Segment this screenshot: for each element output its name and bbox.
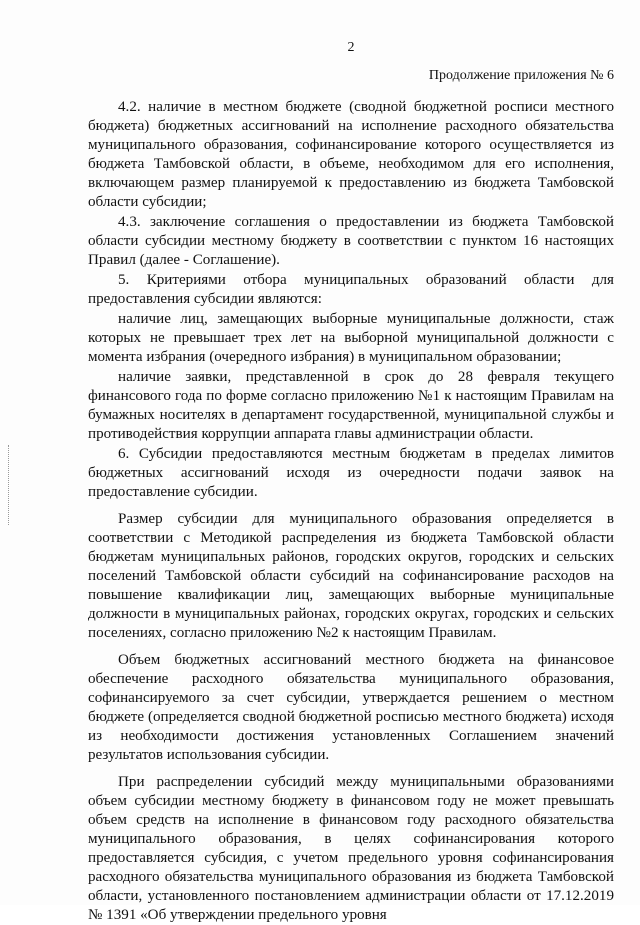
paragraph-subsidy-size: Размер субсидии для муниципального образования определяется в соответствии с Методикой распределения из бюджета Тамбовской области бюджетам муниципальных районов, городских округов, городских и сельских поселений Тамбовской области субсидий на софинансирование расходов на повышение квалификации лиц, замещающих выборные муниципальные должности в муниципальных районах, городских округах, городских и сельских поселениях, согласно приложению №2 к настоящим Правилам. xyxy=(88,511,614,641)
paragraph-4-3: 4.3. заключение соглашения о предоставлении из бюджета Тамбовской области субсидии местному бюджету в соответствии с пунктом 16 настоящих Правил (далее - Соглашение). xyxy=(88,214,614,268)
continuation-header: Продолжение приложения № 6 xyxy=(428,68,614,83)
document-body xyxy=(88,98,614,925)
paragraph-criterion-2: наличие заявки, представленной в срок до 28 февраля текущего финансового года по форме согласно приложению №1 к настоящим Правилам на бумажных носителях в департамент государственной, муниципальной службы и противодействия коррупции аппарата главы администрации области. xyxy=(88,369,614,442)
paragraph-criterion-1: наличие лиц, замещающих выборные муниципальные должности, стаж которых не превышает трех лет на выборной муниципальной должности с момента избрания (очередного избрания) в муниципальном образовании; xyxy=(88,311,614,365)
paragraph-distribution: При распределении субсидий между муниципальными образованиями объем субсидии местному бюджету в финансовом году не может превышать объем средств на исполнение в финансовом году расходного обязательства муниципального образования, в целях софинансирования которого предоставляется субсидия, с учетом предельного уровня софинансирования расходного обязательства муниципального образования из бюджета Тамбовской области, установленного постановлением администрации области от 17.12.2019 № 1391 «Об утверждении предельного уровня xyxy=(88,774,614,923)
paragraph-5: 5. Критериями отбора муниципальных образований области для предоставления субсидии являются: xyxy=(88,272,614,307)
paragraph-budget-volume: Объем бюджетных ассигнований местного бюджета на финансовое обеспечение расходного обязательства муниципального образования, софинансируемого за счет субсидии, утверждается решением о местном бюджете (определяется сводной бюджетной росписью местного бюджета) исходя из необходимости достижения установленных Соглашением значений результатов использования субсидии. xyxy=(88,652,614,763)
scan-edge-marks xyxy=(8,445,11,525)
page-number: 2 xyxy=(347,40,355,55)
paragraph-4-2: 4.2. наличие в местном бюджете (сводной бюджетной росписи местного бюджета) бюджетных ассигнований на исполнение расходного обязательства муниципального образования, софинансирование которого осуществляется из бюджета Тамбовской области, в объеме, необходимом для его исполнения, включающем размер планируемой к предоставлению из бюджета Тамбовской области субсидии; xyxy=(88,99,614,210)
paragraph-6: 6. Субсидии предоставляются местным бюджетам в пределах лимитов бюджетных ассигнований исходя из очередности подачи заявок на предоставление субсидии. xyxy=(88,446,614,500)
